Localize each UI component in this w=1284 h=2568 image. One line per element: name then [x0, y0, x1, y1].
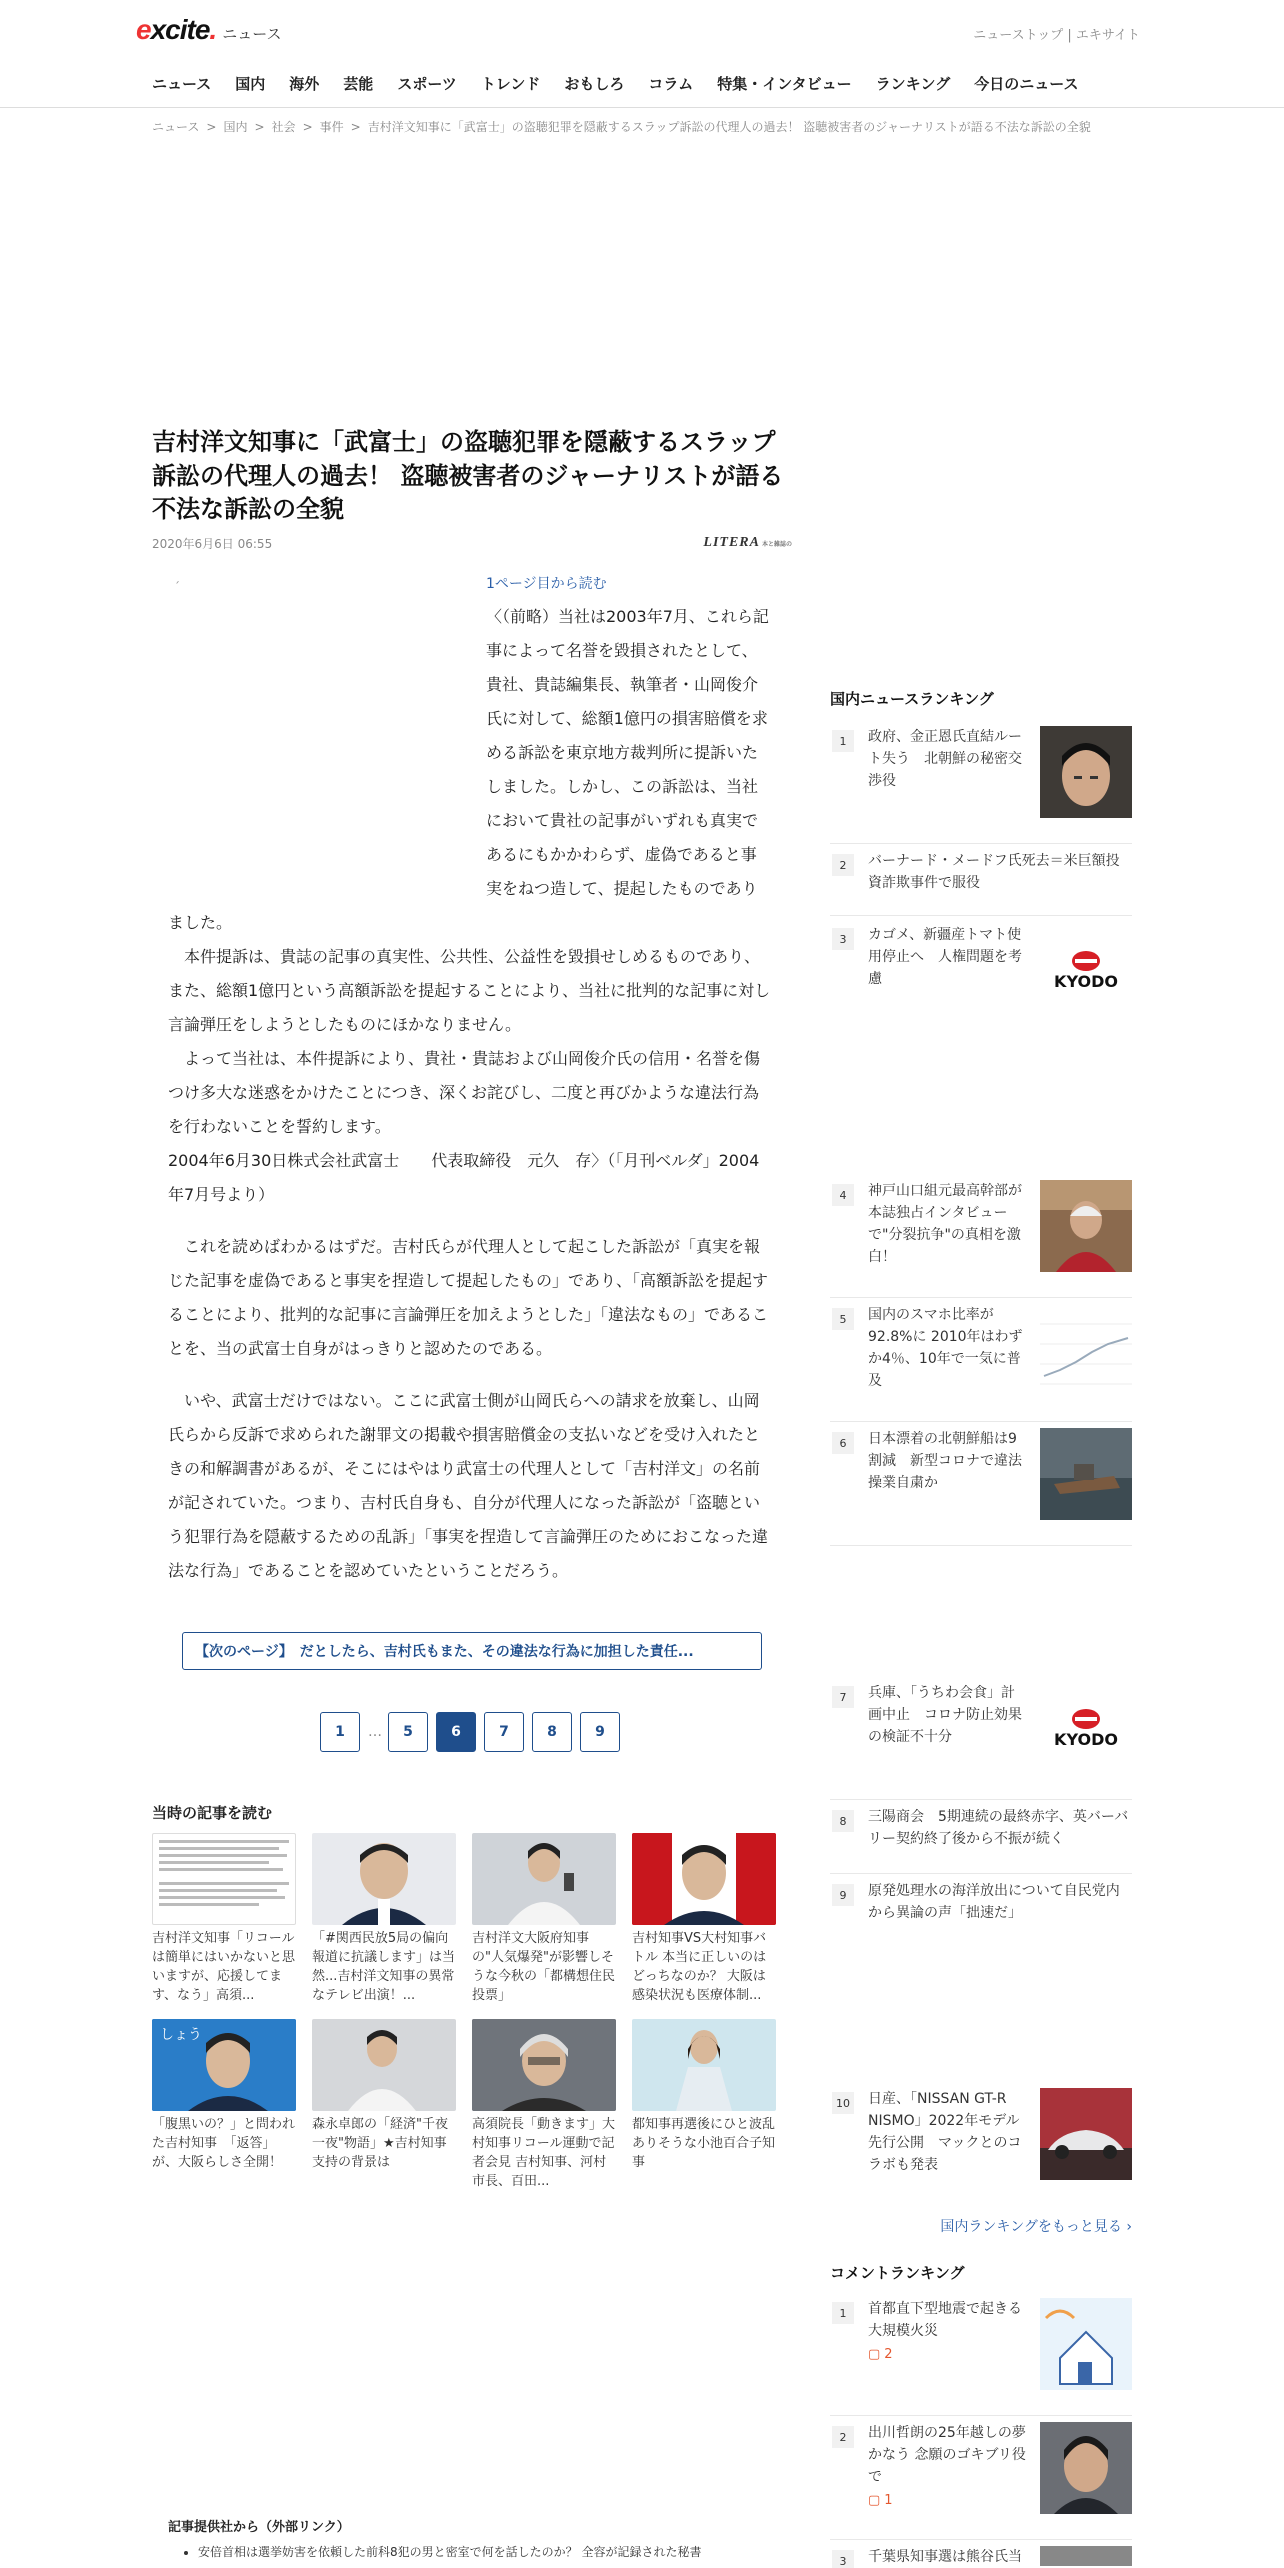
rank-title: 日産、「NISSAN GT-R NISMO」2022年モデル先行公開 マックとのコラボも発表: [868, 2091, 1022, 2173]
rank-thumb: [1040, 1180, 1132, 1272]
comment-ranking-heading: コメントランキング: [830, 2264, 965, 2282]
provider-link[interactable]: • 安倍首相は選挙妨害を依頼した前科8犯の男と密室で何を話したのか？ 全容が記録された秘書: [198, 2543, 768, 2561]
rank-thumb: [1040, 2298, 1132, 2390]
rank-number: 10: [832, 2092, 854, 2114]
more-ranking-link[interactable]: 国内ランキングをもっと見る ›: [940, 2219, 1132, 2235]
rank-number: 3: [832, 2550, 854, 2568]
next-page-button[interactable]: 【次のページ】 だとしたら、吉村氏もまた、その違法な行為に加担した責任...: [182, 1632, 762, 1670]
nav-ranking[interactable]: ランキング: [875, 75, 951, 93]
chevron-right-icon: ›: [1126, 2219, 1132, 2235]
rank-number: 8: [832, 1810, 854, 1832]
related-caption: 都知事再選後にひと波乱ありそうな小池百合子知事: [632, 2117, 776, 2170]
global-nav: [140, 72, 1090, 96]
excite-link[interactable]: エキサイト: [1075, 28, 1140, 43]
article-date: 2020年6月6日 06:55: [152, 536, 273, 551]
rank-thumb: [1040, 2546, 1132, 2566]
related-item[interactable]: [312, 1833, 456, 2005]
rank-number: 4: [832, 1184, 854, 1206]
comment-count: ▢ 2: [868, 2344, 1028, 2366]
kyodo-logo: KYODO: [1040, 924, 1132, 1016]
provider-heading: 記事提供社から（外部リンク）: [168, 2520, 350, 2535]
related-caption: 「腹黒いの？」と問われた吉村知事 「返答」が、大阪らしさ全開！: [152, 2117, 296, 2170]
rank-title: 首都直下型地震で起きる大規模火災: [868, 2301, 1022, 2339]
rank-number: 2: [832, 854, 854, 876]
rank-title: 出川哲朗の25年越しの夢かなう 念願のゴキブリ役で: [868, 2425, 1026, 2485]
site-header: [0, 0, 1284, 108]
rank-number: 3: [832, 928, 854, 950]
related-thumb: [632, 1833, 776, 1925]
site-logo[interactable]: [136, 14, 281, 46]
related-caption: 吉村洋文大阪府知事の"人気爆発"が影響しそうな今秋の「都構想住民投票」: [472, 1931, 616, 2003]
ranking-item-10[interactable]: [830, 2088, 1132, 2192]
page-5[interactable]: 5: [388, 1712, 428, 1752]
rank-thumb: [1040, 726, 1132, 818]
breadcrumb-domestic[interactable]: 国内: [223, 120, 248, 134]
article-header: [152, 426, 792, 552]
rank-number: 6: [832, 1432, 854, 1454]
rank-title: 千葉県知事選は熊谷氏当: [868, 2549, 1022, 2565]
ranking-item-7[interactable]: [830, 1682, 1132, 1800]
ranking-item-3[interactable]: [830, 924, 1132, 1190]
nav-overseas[interactable]: 海外: [289, 75, 320, 93]
rank-title: 兵庫、「うちわ会食」計画中止 コロナ防止効果の検証不十分: [868, 1685, 1022, 1745]
comment-ranking-item-1[interactable]: [830, 2298, 1132, 2416]
pagination: [320, 1712, 620, 1752]
related-thumb: [152, 2019, 296, 2111]
rank-title: 三陽商会 5期連続の最終赤字、英バーバリー契約終了後から不振が続く: [868, 1809, 1129, 1847]
page-1[interactable]: 1: [320, 1712, 360, 1752]
rank-number: 1: [832, 730, 854, 752]
related-thumb: [472, 1833, 616, 1925]
related-thumb: [632, 2019, 776, 2111]
ranking-item-4[interactable]: [830, 1180, 1132, 1298]
comment-ranking-item-3[interactable]: [830, 2546, 1132, 2566]
rank-title: 神戸山口組元最高幹部が本誌独占インタビューで"分裂抗争"の真相を激白！: [868, 1183, 1022, 1265]
rank-title: 原発処理水の海洋放出について自民党内から異論の声「拙速だ」: [868, 1883, 1120, 1921]
related-heading: 当時の記事を読む: [152, 1804, 273, 1822]
article-title: 吉村洋文知事に「武富士」の盗聴犯罪を隠蔽するスラップ訴訟の代理人の過去！ 盗聴被害者のジャーナリストが語る不法な訴訟の全貌: [152, 428, 784, 524]
related-caption: 高須院長「動きます」大村知事リコール運動で記者会見 吉村知事、河村市長、百田...: [472, 2117, 616, 2189]
pagination-ellipsis: …: [368, 1724, 382, 1740]
breadcrumb: ニュース > 国内 > 社会 > 事件 > 吉村洋文知事に「武富士」の盗聴犯罪を隠蔽するスラップ訴訟の代理人の過去！ 盗聴被害者のジャーナリストが語る不法な訴訟の全貌: [152, 120, 1091, 134]
nav-news[interactable]: ニュース: [152, 75, 212, 93]
nav-column[interactable]: コラム: [648, 75, 694, 93]
article-paragraph: いや、武富士だけではない。ここに武富士側が山岡氏らへの請求を放棄し、山岡氏らから反訴で求められた謝罪文の掲載や損害賠償金の支払いなどを受け入れたときの和解調書があるが、そこにはやはり武富士の代理人として「吉村洋文」の名前が記されていた。つまり、吉村氏自身も、自分が代理人になった訴訟が「盗聴という犯罪行為を隠蔽するための乱訴」「事実を捏造して言論弾圧のためにおこなった違法な行為」であることを認めていたということだろう。: [168, 1391, 769, 1580]
related-thumb: [312, 1833, 456, 1925]
article-paragraph: これを読めばわかるはずだ。吉村氏らが代理人として起こした訴訟が「真実を報じた記事を虚偽であると事実を捏造して提起したもの」であり、「高額訴訟を提起することにより、批判的な記事に言論弾圧を加えようとした」「違法なもの」であることを、当の武富士自身がはっきりと認めたのである。: [168, 1237, 769, 1358]
related-thumb: [472, 2019, 616, 2111]
related-item[interactable]: [632, 2019, 776, 2191]
rank-title: 政府、金正恩氏直結ルート失う 北朝鮮の秘密交渉役: [868, 729, 1022, 789]
ranking-item-9[interactable]: [830, 1880, 1132, 1950]
rank-number: 7: [832, 1686, 854, 1708]
related-item[interactable]: [472, 2019, 616, 2191]
ranking-item-1[interactable]: [830, 726, 1132, 844]
ranking-item-5[interactable]: [830, 1304, 1132, 1422]
related-caption: 森永卓郎の「経済"千夜一夜"物語」★吉村知事支持の背景は: [312, 2117, 448, 2170]
breadcrumb-incident[interactable]: 事件: [319, 120, 344, 134]
page-7[interactable]: 7: [484, 1712, 524, 1752]
comment-icon: ▢: [868, 2493, 881, 2508]
related-caption: 吉村洋文知事「リコールは簡単にはいかないと思いますが、応援してます、なう」高須...: [152, 1931, 296, 2003]
nav-funny[interactable]: おもしろ: [564, 75, 625, 93]
news-top-link[interactable]: ニューストップ: [973, 28, 1064, 43]
ranking-item-6[interactable]: [830, 1428, 1132, 1546]
service-name: ニュース: [222, 25, 282, 43]
kyodo-logo: KYODO: [1040, 1682, 1132, 1774]
related-articles: [152, 1802, 792, 2191]
domestic-ranking-heading: 国内ニュースランキング: [830, 690, 994, 708]
comment-count: ▢ 1: [868, 2490, 1028, 2512]
rank-thumb: [1040, 2088, 1132, 2180]
svg-text:しょう: しょう: [160, 2027, 202, 2043]
comment-icon: ▢: [868, 2347, 881, 2362]
breadcrumb-society[interactable]: 社会: [271, 120, 296, 134]
article-paragraph: 〈（前略）当社は2003年7月、これら記事によって名誉を毀損されたとして、貴社、貴誌編集長、執筆者・山岡俊介氏に対して、総額1億円の損害賠償を求める訴訟を東京地方裁判所に提訴いたしました。しかし、この訴訟は、当社において貴社の記事がいずれも真実であるにもかかわらず、虚偽であると事実をねつ造して、提起したものでありました。: [168, 607, 769, 932]
read-from-page1-link[interactable]: 1ページ目から読む: [486, 576, 607, 592]
article-paragraph: よって当社は、本件提訴により、貴社・貴誌および山岡俊介氏の信用・名誉を傷つけ多大な迷惑をかけたことにつき、深くお詫びし、二度と再びかような違法行為を行わないことを誓約します。: [168, 1049, 761, 1136]
rank-title: カゴメ、新疆産トマト使用停止へ 人権問題を考慮: [868, 927, 1022, 987]
top-links: ニューストップ | エキサイト: [973, 28, 1140, 43]
article-body: [168, 566, 772, 1588]
rank-number: 5: [832, 1308, 854, 1330]
article-paragraph: 2004年6月30日株式会社武富士 代表取締役 元久 存〉（「月刊ベルダ」2004年7月号より）: [168, 1151, 760, 1204]
nav-sports[interactable]: スポーツ: [397, 75, 457, 93]
related-thumb: [312, 2019, 456, 2111]
excite-logo: excite.: [136, 14, 217, 45]
nav-domestic[interactable]: 国内: [235, 75, 266, 93]
breadcrumb-news[interactable]: ニュース: [152, 120, 200, 134]
related-item[interactable]: [632, 1833, 776, 2005]
nav-features[interactable]: 特集・インタビュー: [717, 75, 852, 93]
rank-thumb: [1040, 1428, 1132, 1520]
nav-trend[interactable]: トレンド: [480, 75, 541, 93]
related-caption: 吉村知事VS大村知事バトル 本当に正しいのはどっちなのか？ 大阪は感染状況も医療体制...: [632, 1931, 767, 2003]
related-item[interactable]: [312, 2019, 456, 2191]
litera-logo[interactable]: LITERA 本と雑誌の: [703, 535, 792, 551]
rank-title: 日本漂着の北朝鮮船は9割減 新型コロナで違法操業自粛か: [868, 1431, 1022, 1491]
ranking-item-2[interactable]: [830, 850, 1132, 916]
related-item[interactable]: [152, 1833, 296, 2005]
nav-entertainment[interactable]: 芸能: [343, 75, 374, 93]
rank-thumb: [1040, 2422, 1132, 2514]
image-placeholder: ´: [174, 580, 180, 594]
rank-number: 2: [832, 2426, 854, 2448]
article-paragraph: 本件提訴は、貴誌の記事の真実性、公共性、公益性を毀損せしめるものであり、また、総額1億円という高額訴訟を提起することにより、当社に批判的な記事に対し言論弾圧をしようとしたものにほかなりません。: [168, 947, 771, 1034]
comment-ranking-item-2[interactable]: [830, 2422, 1132, 2540]
page-9[interactable]: 9: [580, 1712, 620, 1752]
breadcrumb-current: 吉村洋文知事に「武富士」の盗聴犯罪を隠蔽するスラップ訴訟の代理人の過去！ 盗聴被害者のジャーナリストが語る不法な訴訟の全貌: [367, 120, 1091, 134]
rank-title: バーナード・メードフ氏死去＝米巨額投資詐欺事件で服役: [868, 853, 1120, 891]
related-thumb: [152, 1833, 296, 1925]
page-6-current[interactable]: 6: [436, 1712, 476, 1752]
nav-today[interactable]: 今日のニュース: [974, 75, 1079, 93]
ranking-item-8[interactable]: [830, 1806, 1132, 1874]
related-item[interactable]: [472, 1833, 616, 2005]
rank-thumb: [1040, 1304, 1132, 1396]
page-8[interactable]: 8: [532, 1712, 572, 1752]
rank-number: 9: [832, 1884, 854, 1906]
related-item[interactable]: [152, 2019, 296, 2191]
provider-links: [168, 2516, 768, 2561]
related-caption: 「#関西民放5局の偏向報道に抗議します」は当然...吉村洋文知事の異常なテレビ出演！...: [312, 1931, 456, 2003]
rank-title: 国内のスマホ比率が92.8%に 2010年はわずか4％、10年で一気に普及: [868, 1307, 1023, 1389]
rank-number: 1: [832, 2302, 854, 2324]
